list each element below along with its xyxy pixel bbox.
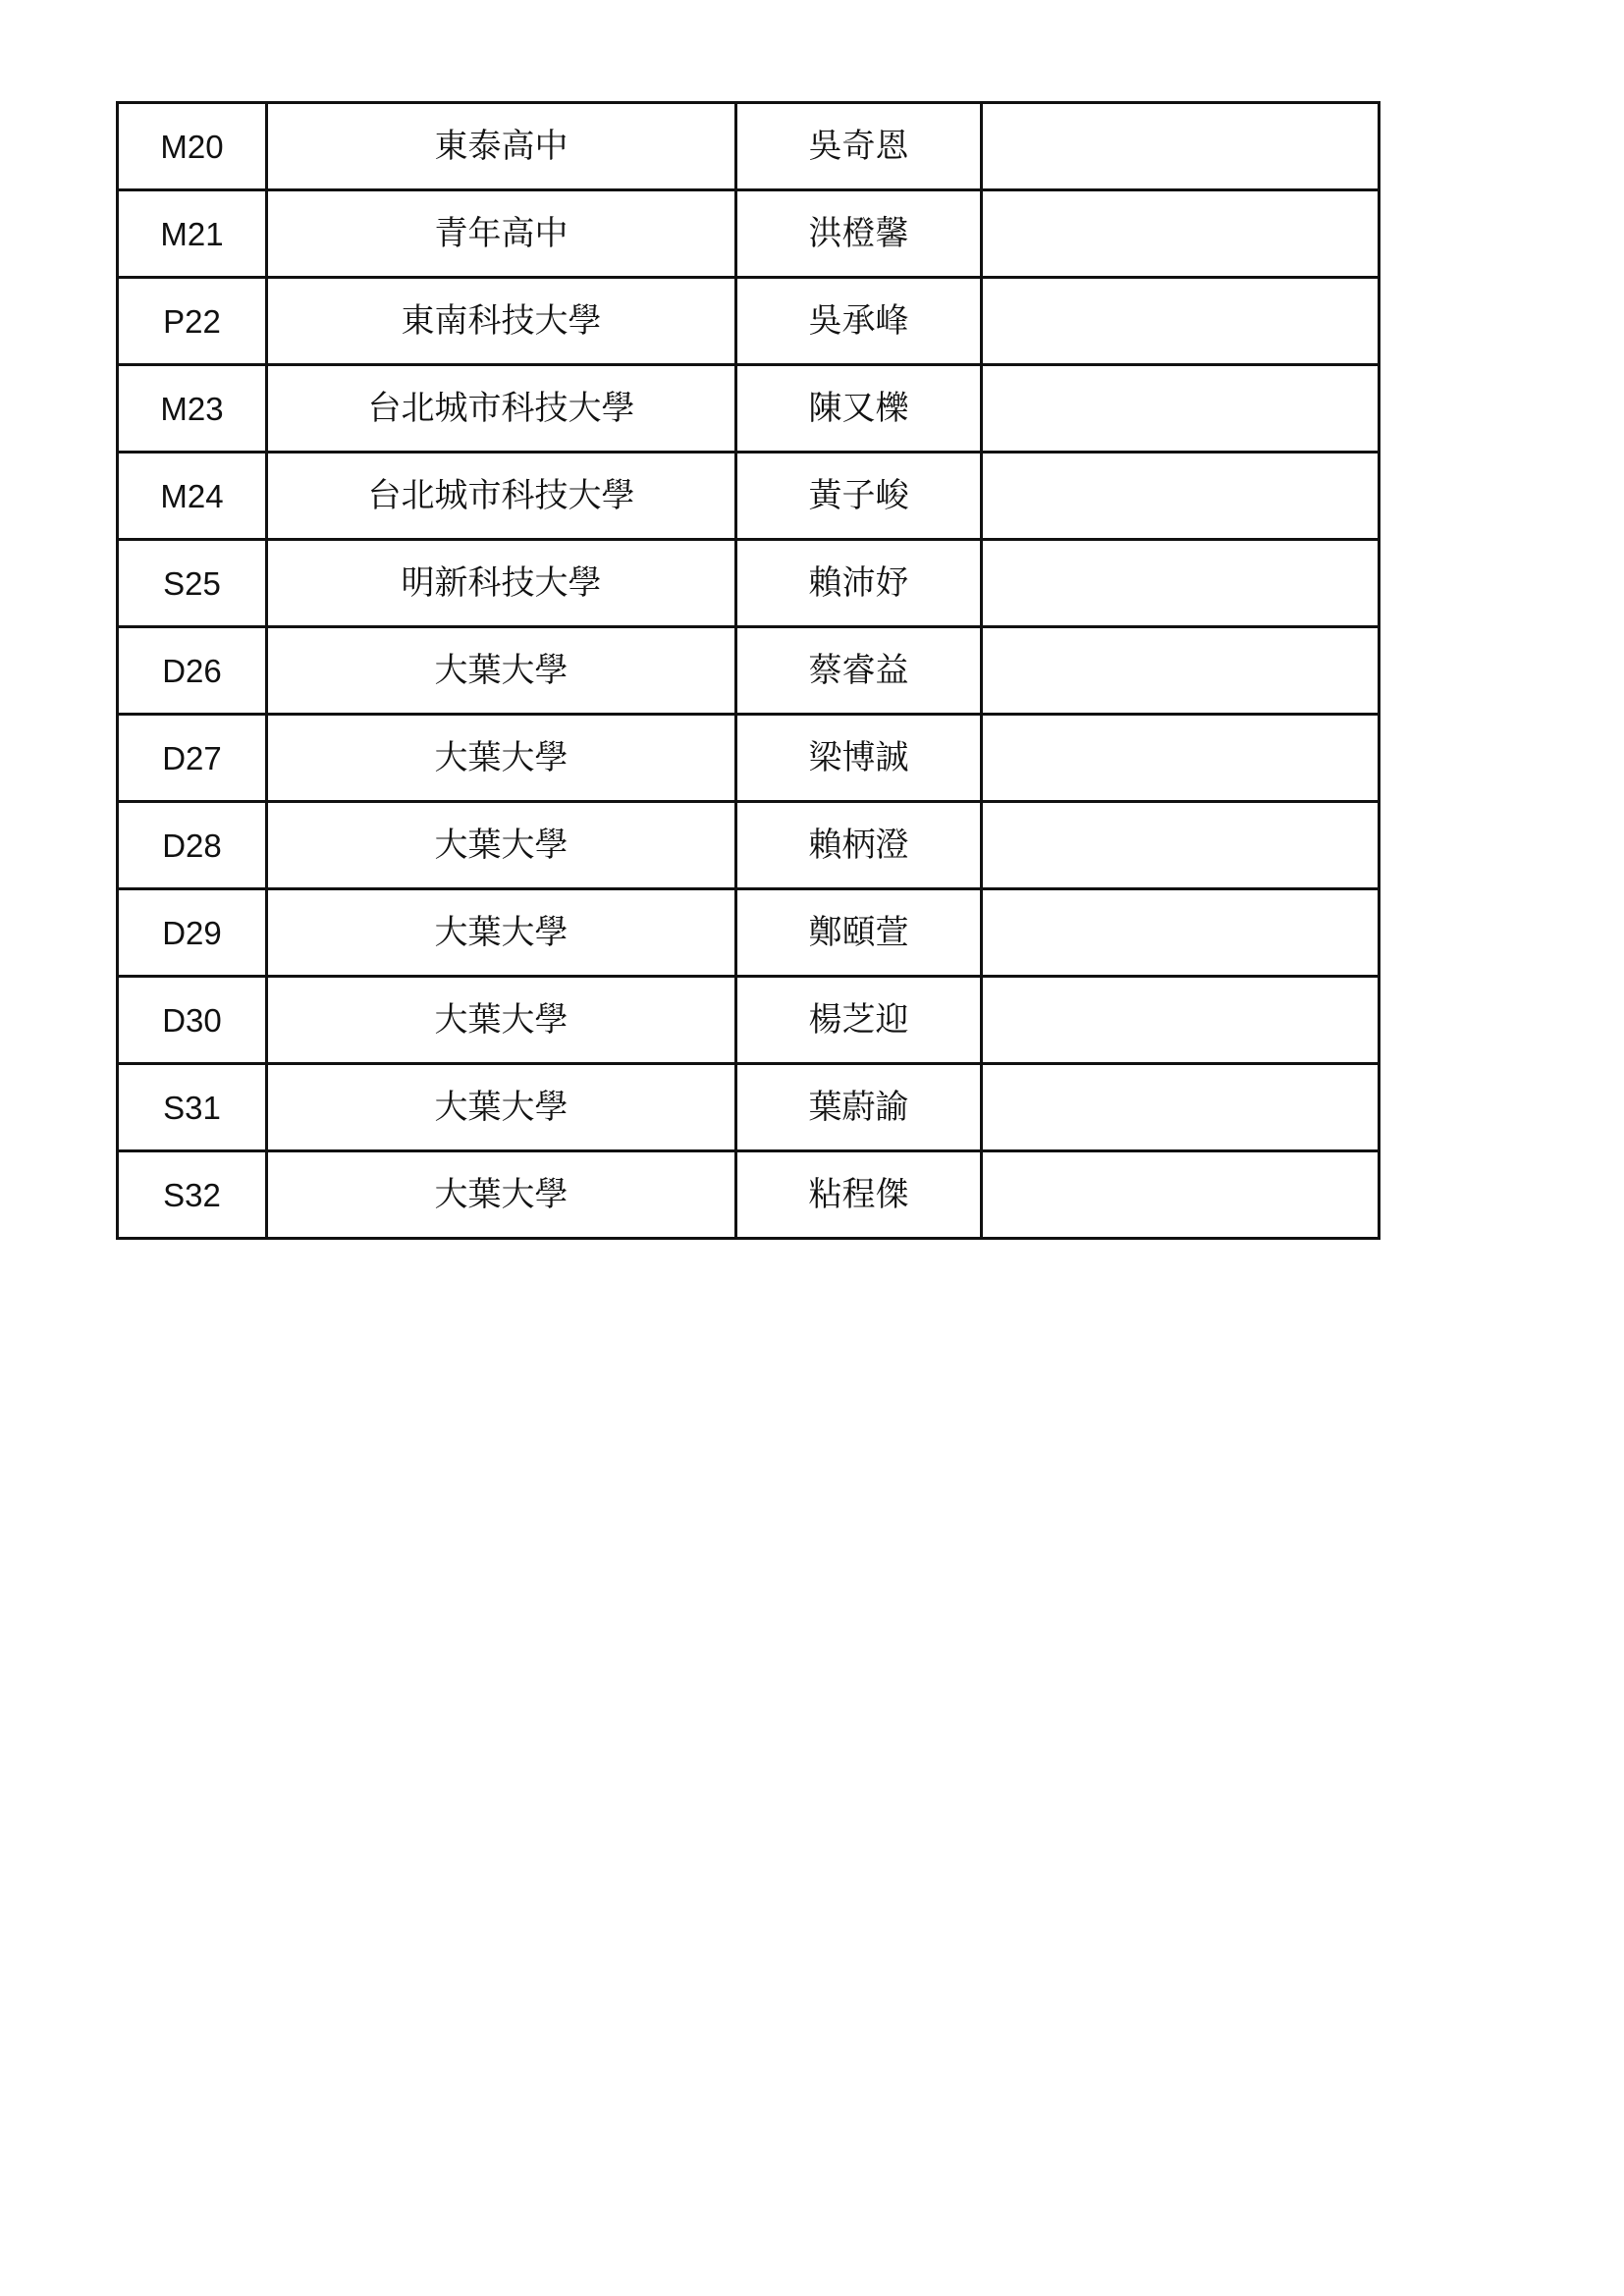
participant-name-cell: 粘程傑 xyxy=(736,1151,982,1239)
table-row xyxy=(118,627,1380,715)
note-cell xyxy=(982,715,1380,802)
school-name-cell: 東南科技大學 xyxy=(267,278,736,365)
table-row xyxy=(118,278,1380,365)
participant-code-cell: D30 xyxy=(118,977,267,1064)
table-row xyxy=(118,540,1380,627)
table-row xyxy=(118,1064,1380,1151)
participant-table xyxy=(116,101,1380,1240)
note-cell xyxy=(982,365,1380,453)
participant-table-body xyxy=(118,103,1380,1239)
participant-code-cell: S31 xyxy=(118,1064,267,1151)
note-cell xyxy=(982,1064,1380,1151)
participant-name-cell: 黃子峻 xyxy=(736,453,982,540)
note-cell xyxy=(982,540,1380,627)
school-name-cell: 大葉大學 xyxy=(267,802,736,889)
table-row xyxy=(118,889,1380,977)
note-cell xyxy=(982,802,1380,889)
participant-name-cell: 楊芝迎 xyxy=(736,977,982,1064)
participant-name-cell: 蔡睿益 xyxy=(736,627,982,715)
school-name-cell: 台北城市科技大學 xyxy=(267,453,736,540)
participant-name-cell: 賴柄澄 xyxy=(736,802,982,889)
school-name-cell: 台北城市科技大學 xyxy=(267,365,736,453)
note-cell xyxy=(982,1151,1380,1239)
table-row xyxy=(118,365,1380,453)
school-name-cell: 大葉大學 xyxy=(267,715,736,802)
note-cell xyxy=(982,278,1380,365)
table-row xyxy=(118,1151,1380,1239)
participant-name-cell: 梁博誠 xyxy=(736,715,982,802)
school-name-cell: 明新科技大學 xyxy=(267,540,736,627)
participant-name-cell: 吳承峰 xyxy=(736,278,982,365)
participant-code-cell: D29 xyxy=(118,889,267,977)
note-cell xyxy=(982,977,1380,1064)
participant-name-cell: 洪橙馨 xyxy=(736,190,982,278)
participant-name-cell: 陳又櫟 xyxy=(736,365,982,453)
school-name-cell: 青年高中 xyxy=(267,190,736,278)
participant-code-cell: S32 xyxy=(118,1151,267,1239)
school-name-cell: 大葉大學 xyxy=(267,1064,736,1151)
participant-code-cell: P22 xyxy=(118,278,267,365)
participant-name-cell: 鄭頤萱 xyxy=(736,889,982,977)
note-cell xyxy=(982,889,1380,977)
table-row xyxy=(118,715,1380,802)
note-cell xyxy=(982,190,1380,278)
participant-code-cell: S25 xyxy=(118,540,267,627)
note-cell xyxy=(982,103,1380,190)
school-name-cell: 大葉大學 xyxy=(267,627,736,715)
note-cell xyxy=(982,627,1380,715)
participant-code-cell: M23 xyxy=(118,365,267,453)
table-row xyxy=(118,453,1380,540)
participant-code-cell: M20 xyxy=(118,103,267,190)
school-name-cell: 大葉大學 xyxy=(267,977,736,1064)
participant-code-cell: D27 xyxy=(118,715,267,802)
participant-code-cell: D26 xyxy=(118,627,267,715)
table-row xyxy=(118,977,1380,1064)
participant-name-cell: 賴沛妤 xyxy=(736,540,982,627)
school-name-cell: 大葉大學 xyxy=(267,889,736,977)
participant-code-cell: D28 xyxy=(118,802,267,889)
participant-code-cell: M24 xyxy=(118,453,267,540)
note-cell xyxy=(982,453,1380,540)
table-row xyxy=(118,103,1380,190)
table-row xyxy=(118,802,1380,889)
participant-name-cell: 葉蔚諭 xyxy=(736,1064,982,1151)
participant-name-cell: 吳奇恩 xyxy=(736,103,982,190)
school-name-cell: 東泰高中 xyxy=(267,103,736,190)
school-name-cell: 大葉大學 xyxy=(267,1151,736,1239)
participant-code-cell: M21 xyxy=(118,190,267,278)
table-row xyxy=(118,190,1380,278)
